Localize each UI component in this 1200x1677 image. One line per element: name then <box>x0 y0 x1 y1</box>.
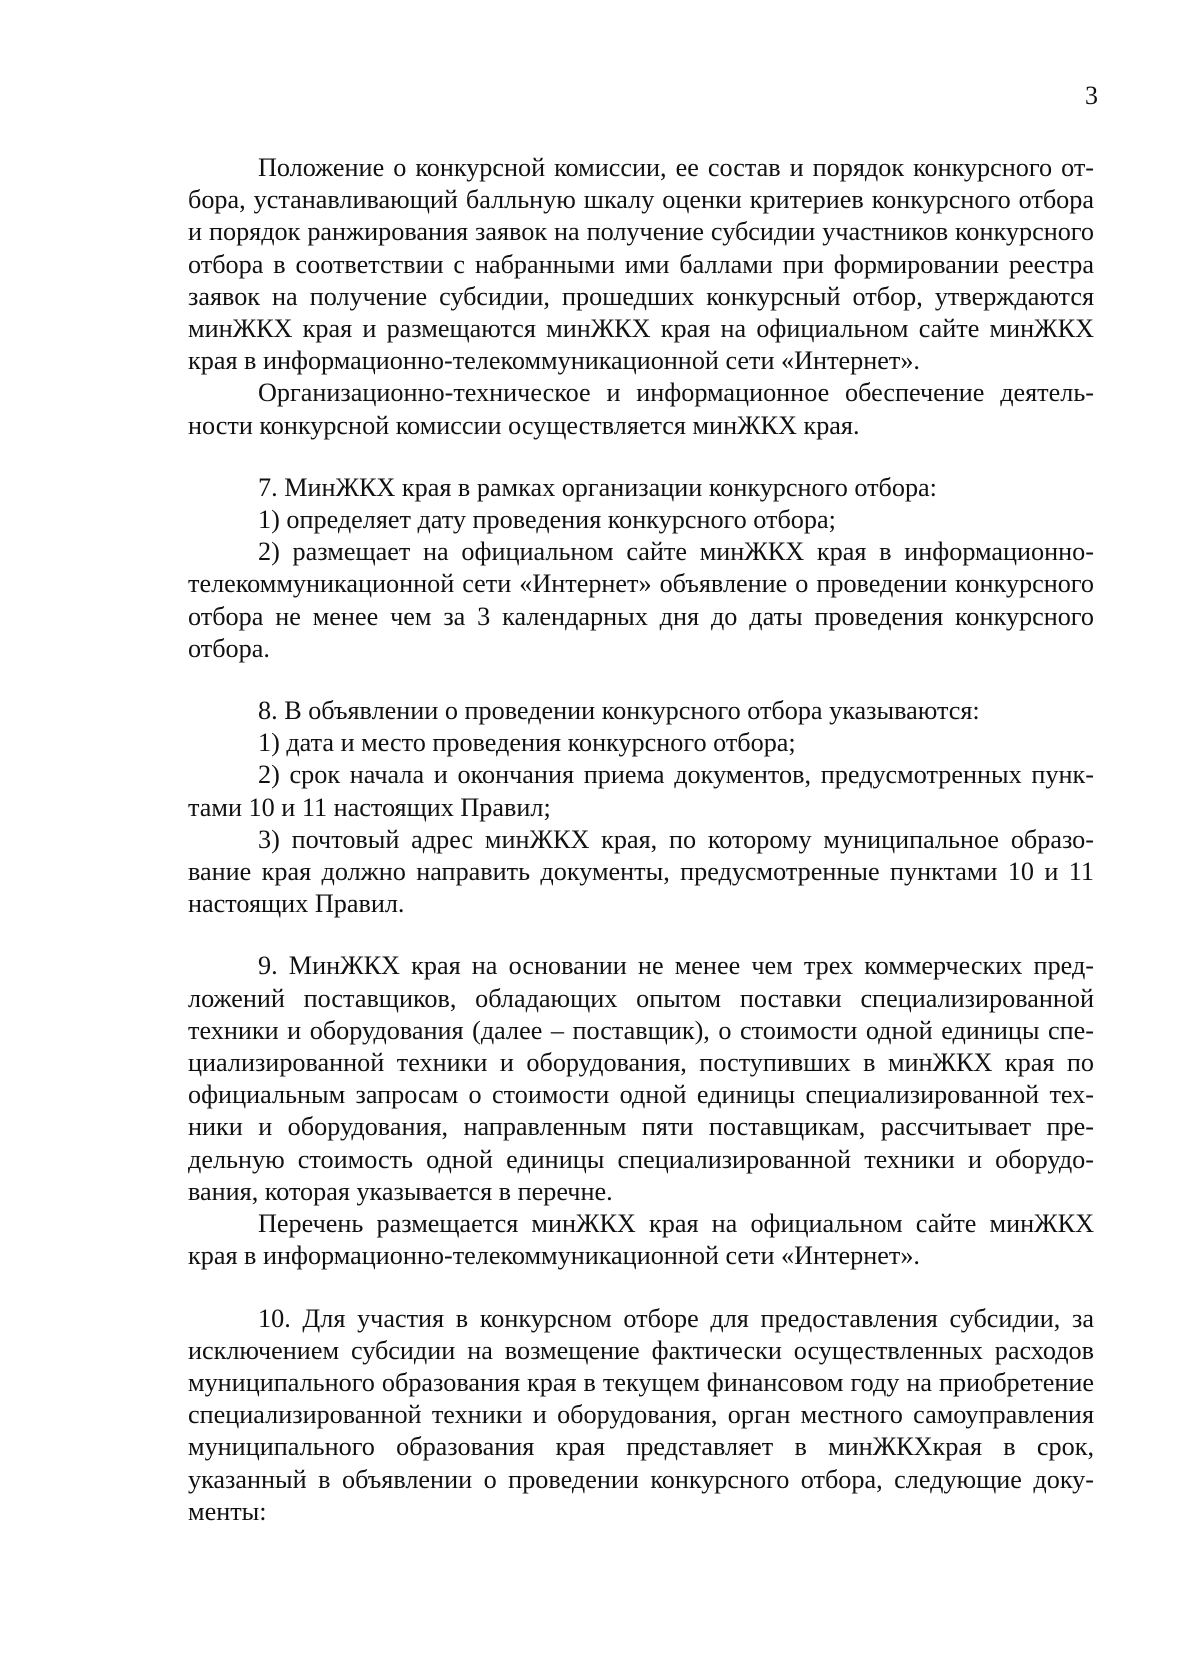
paragraph-clause-7: 7. МинЖКХ края в рамках организации конкурсного отбора: <box>258 472 937 502</box>
paragraph-clause-7-item-1: 1) определяет дату проведения конкурсного отбора; <box>258 505 836 535</box>
paragraph-clause-10: 10. Для участия в конкурсном отборе для предоставления субсидии, за исключением субсидии на возмещение фактически осуществленных расходов муниципального образования края в текущем финансовом году на приобретение специализированной техники и оборудования, орган местного самоуправления муниципального образования края представляет в минЖКХкрая в срок, указанный в объявлении о проведении конкурсного отбора, следующие документы: <box>188 1303 1094 1526</box>
paragraph-clause-8-item-1: 1) дата и место проведения конкурсного отбора; <box>258 728 796 758</box>
paragraph-commission-regulation: Положение о конкурсной комиссии, ее состав и порядок конкурсного отбора, устанавливающий балльную шкалу оценки критериев конкурсного отбора и порядок ранжирования заявок на получение субсидии участников конкурсного отбора в соответствии с набранными ими баллами при формировании реестра заявок на получение субсидии, прошедших конкурсный отбор, утверждаются минЖКХ края и размещаются минЖКХ края на официальном сайте минЖКХ края в информационно-телекоммуникационной сети «Интернет». <box>188 153 1094 376</box>
paragraph-clause-8: 8. В объявлении о проведении конкурсного отбора указываются: <box>258 696 980 726</box>
paragraph-clause-9-list-publication: Перечень размещается минЖКХ края на официальном сайте минЖКХ края в информационно-телекоммуникационной сети «Интернет». <box>188 1209 1094 1271</box>
document-body <box>188 152 1094 1528</box>
paragraph-clause-8-item-2: 2) срок начала и окончания приема документов, предусмотренных пунктами 10 и 11 настоящих Правил; <box>188 760 1094 822</box>
paragraph-commission-support: Организационно-техническое и информационное обеспечение деятельности конкурсной комиссии осуществляется минЖКХ края. <box>188 378 1094 440</box>
page-number: 3 <box>1085 81 1098 110</box>
paragraph-clause-7-item-2: 2) размещает на официальном сайте минЖКХ края в информационно-телекоммуникационной сети «Интернет» объявление о проведении конкурсного отбора не менее чем за 3 календарных дня до даты проведения конкурсного отбора. <box>188 537 1094 663</box>
paragraph-clause-9: 9. МинЖКХ края на основании не менее чем трех коммерческих предложений поставщиков, обладающих опытом поставки специализированной техники и оборудования (далее – поставщик), о стоимости одной единицы специализированной техники и оборудования, поступивших в минЖКХ края по официальным запросам о стоимости одной единицы специализированной техники и оборудования, направленным пяти поставщикам, рассчитывает предельную стоимость одной единицы специализированной техники и оборудования, которая указывается в перечне. <box>188 951 1094 1206</box>
paragraph-clause-8-item-3: 3) почтовый адрес минЖКХ края, по которому муниципальное образование края должно направить документы, предусмотренные пунктами 10 и 11 настоящих Правил. <box>188 824 1094 919</box>
